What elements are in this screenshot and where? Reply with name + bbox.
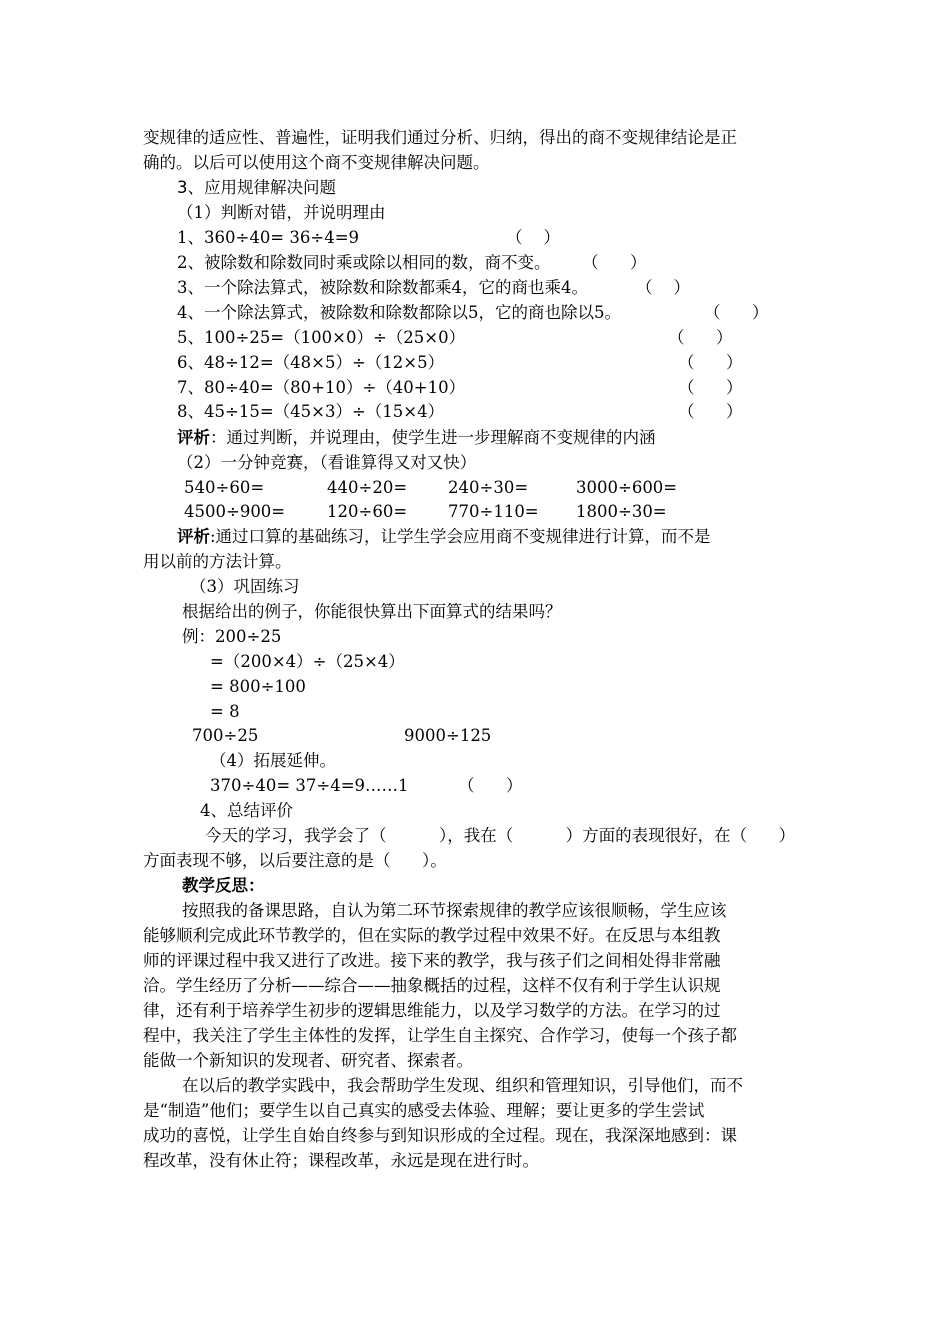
section-heading: 3、应用规律解决问题: [177, 178, 336, 197]
intro-line: 确的。以后可以使用这个商不变规律解决问题。: [143, 153, 490, 172]
part-title: （1）判断对错，并说明理由: [177, 203, 386, 222]
calc-item: 240÷30=: [448, 478, 529, 497]
answer-blank: （ ）: [636, 278, 690, 297]
reflection-line: 师的评课过程中我又进行了改进。接下来的教学，我与孩子们之间相处得非常融: [143, 951, 721, 970]
example-line: = 800÷100: [210, 677, 306, 696]
exercise-item: 9000÷125: [404, 726, 492, 745]
reflection-line: 成功的喜悦，让学生自始自终参与到知识形成的全过程。现在，我深深地感到：课: [143, 1126, 737, 1145]
calc-item: 3000÷600=: [576, 478, 678, 497]
comment-text: :通过口算的基础练习，让学生学会应用商不变规律进行计算，而不是: [210, 527, 711, 546]
calc-item: 4500÷900=: [184, 502, 286, 521]
summary-line: 今天的学习，我学会了（ ），我在（ ）方面的表现很好，在（ ）: [205, 826, 796, 845]
comment: [177, 525, 711, 549]
reflection-line: 程改革，没有休止符；课程改革，永远是现在进行时。: [143, 1151, 539, 1170]
calc-item: 1800÷30=: [576, 502, 667, 521]
judge-item: 7、80÷40=（80+10）÷（40+10）: [177, 378, 466, 397]
answer-blank: （ ）: [668, 328, 733, 347]
comment-text: ：通过判断，并说理由，使学生进一步理解商不变规律的内涵: [210, 428, 656, 447]
judge-item: 3、一个除法算式，被除数和除数都乘4，它的商也乘4。: [177, 278, 588, 297]
part-title: （4）拓展延伸。: [210, 751, 336, 770]
calc-item: 540÷60=: [184, 478, 265, 497]
part-title: （2）一分钟竞赛，（看谁算得又对又快）: [177, 453, 477, 472]
judge-item: 4、一个除法算式，被除数和除数都除以5，它的商也除以5。: [177, 303, 621, 322]
reflection-line: 按照我的备课思路，自认为第二环节探索规律的教学应该很顺畅，学生应该: [182, 901, 727, 920]
judge-item: 6、48÷12=（48×5）÷（12×5）: [177, 353, 445, 372]
answer-blank: （ ）: [678, 402, 743, 421]
judge-item: 8、45÷15=（45×3）÷（15×4）: [177, 402, 445, 421]
comment: [177, 426, 656, 450]
exercise-item: 700÷25: [192, 726, 259, 745]
reflection-line: 能做一个新知识的发现者、研究者、探索者。: [143, 1051, 473, 1070]
answer-blank: （ ）: [678, 378, 743, 397]
intro-line: 变规律的适应性、普遍性，证明我们通过分析、归纳，得出的商不变规律结论是正: [143, 128, 737, 147]
comment-label: 评析: [177, 527, 210, 546]
extension-item: 370÷40= 37÷4=9……1: [210, 776, 409, 795]
example-line: =（200×4）÷（25×4）: [210, 652, 405, 671]
summary-line: 方面表现不够，以后要注意的是（ ）。: [143, 851, 447, 870]
reflection-line: 在以后的教学实践中，我会帮助学生发现、组织和管理知识，引导他们，而不: [182, 1076, 743, 1095]
calc-item: 120÷60=: [327, 502, 408, 521]
answer-blank: （ ）: [506, 228, 560, 247]
answer-blank: （ ）: [458, 776, 523, 795]
reflection-line: 是“制造”他们；要学生以自己真实的感受去体验、理解；要让更多的学生尝试: [143, 1101, 705, 1120]
judge-item: 5、100÷25=（100×0）÷（25×0）: [177, 328, 466, 347]
reflection-line: 律，还有利于培养学生初步的逻辑思维能力，以及学习数学的方法。在学习的过: [143, 1001, 721, 1020]
prompt: 根据给出的例子，你能很快算出下面算式的结果吗？: [182, 602, 562, 621]
part-title: （3）巩固练习: [190, 577, 300, 596]
reflection-line: 能够顺利完成此环节教学的，但在实际的教学过程中效果不好。在反思与本组教: [143, 926, 721, 945]
comment-text: 用以前的方法计算。: [143, 552, 292, 571]
judge-item: 1、360÷40= 36÷4=9: [177, 228, 360, 247]
calc-item: 770÷110=: [448, 502, 539, 521]
reflection-heading: 教学反思：: [182, 876, 265, 895]
calc-item: 440÷20=: [327, 478, 408, 497]
reflection-line: 洽。学生经历了分析——综合——抽象概括的过程，这样不仅有利于学生认识规: [143, 976, 721, 995]
comment-label: 评析: [177, 428, 210, 447]
section-heading: 4、总结评价: [200, 801, 293, 820]
answer-blank: （ ）: [704, 303, 769, 322]
example-line: 例：200÷25: [182, 627, 282, 646]
judge-item: 2、被除数和除数同时乘或除以相同的数，商不变。: [177, 253, 551, 272]
example-line: = 8: [210, 702, 240, 721]
answer-blank: （ ）: [678, 353, 743, 372]
reflection-line: 程中，我关注了学生主体性的发挥，让学生自主探究、合作学习，使每一个孩子都: [143, 1026, 737, 1045]
answer-blank: （ ）: [582, 253, 647, 272]
